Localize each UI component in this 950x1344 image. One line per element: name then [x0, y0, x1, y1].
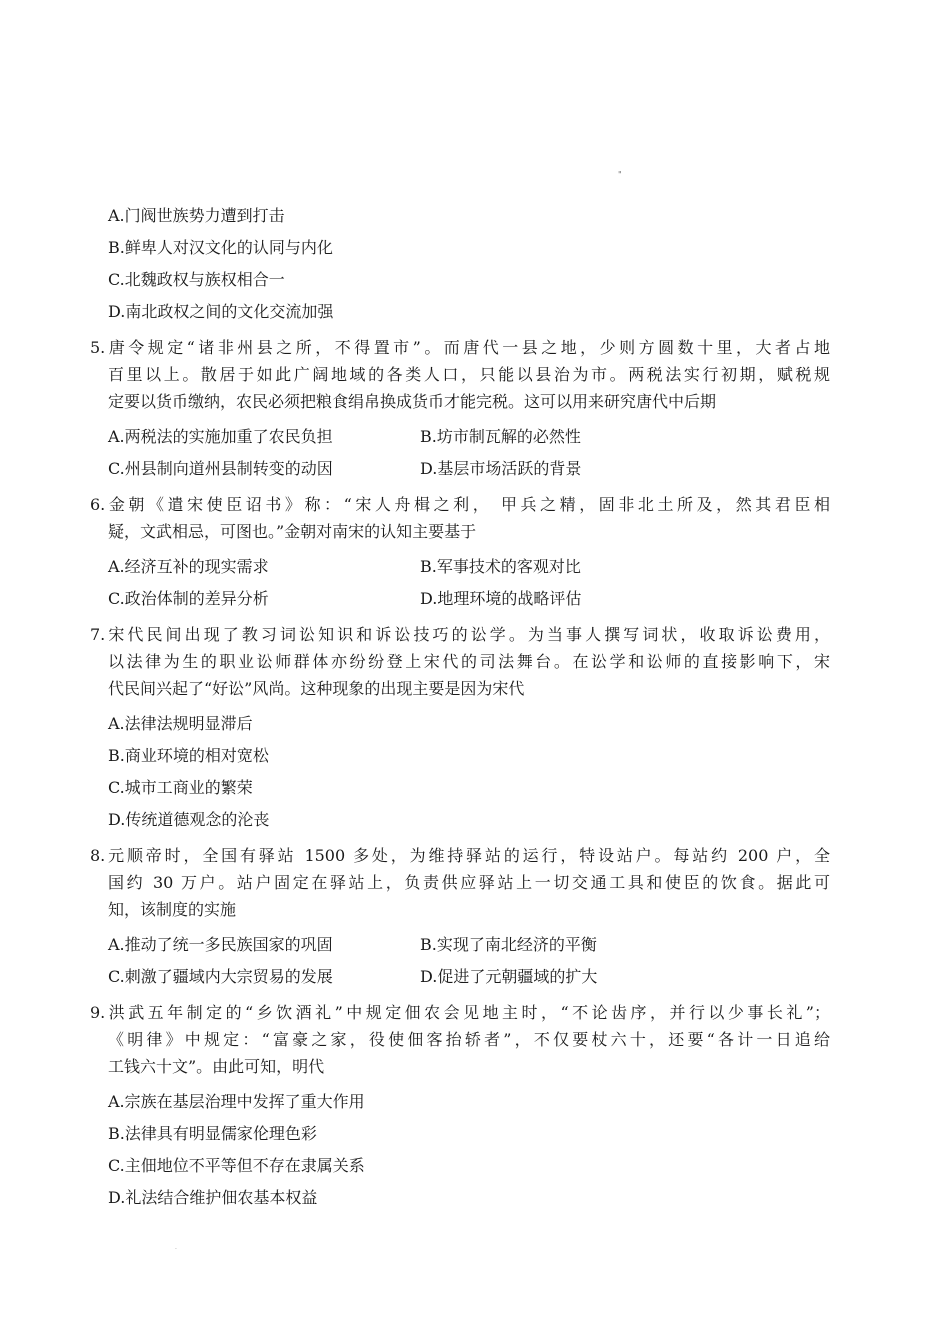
- question-9: [90, 999, 830, 1214]
- q4-option-d[interactable]: D.南北政权之间的文化交流加强: [108, 302, 334, 321]
- q9-stem-line-1: 9.洪武五年制定的“乡饮酒礼”中规定佃农会见地主时，“不论齿序，并行以少事长礼”；: [90, 1003, 830, 1022]
- question-4: [90, 200, 830, 328]
- question-5: [90, 334, 830, 485]
- q5-options-row-2: [90, 453, 830, 485]
- q6-stem-line-2: 疑，文武相忌，可图也。”金朝对南宋的认知主要基于: [108, 522, 477, 541]
- q8-option-d[interactable]: D.促进了元朝疆域的扩大: [420, 967, 598, 986]
- page-mark-top: ": [618, 170, 622, 179]
- q9-option-c[interactable]: C.主佃地位不平等但不存在隶属关系: [108, 1156, 365, 1175]
- q6-stem-line-1: 6.金朝《遣宋使臣诏书》称：“宋人舟楫之利， 甲兵之精，固非北土所及，然其君臣相: [90, 495, 830, 514]
- q8-options-row-1: [90, 929, 830, 961]
- q7-option-c[interactable]: C.城市工商业的繁荣: [108, 778, 253, 797]
- q7-stem-line-1: 7.宋代民间出现了教习词讼知识和诉讼技巧的讼学。为当事人撰写词状，收取诉讼费用，: [90, 625, 830, 644]
- q8-options-row-2: [90, 961, 830, 993]
- q8-option-a[interactable]: A.推动了统一多民族国家的巩固: [108, 935, 333, 954]
- page-mark-bottom: .: [175, 1244, 177, 1251]
- q6-stem: [90, 491, 830, 545]
- q5-option-c[interactable]: C.州县制向道州县制转变的动因: [108, 459, 333, 478]
- q4-option-a[interactable]: A.门阀世族势力遭到打击: [108, 206, 285, 225]
- q9-option-b[interactable]: B.法律具有明显儒家伦理色彩: [108, 1124, 317, 1143]
- q6-option-a[interactable]: A.经济互补的现实需求: [108, 557, 269, 576]
- q9-stem: [90, 999, 830, 1080]
- q8-stem: [90, 842, 830, 923]
- question-7: [90, 621, 830, 836]
- q7-option-b[interactable]: B.商业环境的相对宽松: [108, 746, 269, 765]
- question-6: [90, 491, 830, 615]
- q5-option-a[interactable]: A.两税法的实施加重了农民负担: [108, 427, 333, 446]
- question-8: [90, 842, 830, 993]
- q5-options-row-1: [90, 421, 830, 453]
- q6-option-c[interactable]: C.政治体制的差异分析: [108, 589, 269, 608]
- q7-stem: [90, 621, 830, 702]
- q5-stem-line-3: 定要以货币缴纳，农民必须把粮食绢帛换成货币才能完税。这可以用来研究唐代中后期: [108, 392, 717, 411]
- q5-stem: [90, 334, 830, 415]
- q5-option-b[interactable]: B.坊市制瓦解的必然性: [420, 427, 581, 446]
- q9-option-d[interactable]: D.礼法结合维护佃农基本权益: [108, 1188, 318, 1207]
- q8-stem-line-2: 国约 30 万户。站户固定在驿站上，负责供应驿站上一切交通工具和使臣的饮食。据此可: [108, 873, 830, 892]
- q6-options-row-1: [90, 551, 830, 583]
- q4-option-c[interactable]: C.北魏政权与族权相合一: [108, 270, 285, 289]
- q5-stem-line-2: 百里以上。散居于如此广阔地域的各类人口，只能以县治为市。两税法实行初期，赋税规: [108, 365, 830, 384]
- q8-stem-line-3: 知，该制度的实施: [108, 900, 237, 919]
- q8-option-c[interactable]: C.刺激了疆域内大宗贸易的发展: [108, 967, 333, 986]
- q7-stem-line-2: 以法律为生的职业讼师群体亦纷纷登上宋代的司法舞台。在讼学和讼师的直接影响下，宋: [108, 652, 830, 671]
- q8-stem-line-1: 8.元顺帝时，全国有驿站 1500 多处，为维持驿站的运行，特设站户。每站约 200 户，全: [90, 846, 830, 865]
- q5-stem-line-1: 5.唐令规定“诸非州县之所，不得置市”。而唐代一县之地，少则方圆数十里，大者占地: [90, 338, 830, 357]
- q9-stem-line-2: 《明律》中规定：“富豪之家，役使佃客抬轿者”，不仅要杖六十，还要“各计一日追给: [108, 1030, 830, 1049]
- q9-stem-line-3: 工钱六十文”。由此可知，明代: [108, 1057, 325, 1076]
- q9-option-a[interactable]: A.宗族在基层治理中发挥了重大作用: [108, 1092, 365, 1111]
- q7-option-d[interactable]: D.传统道德观念的沦丧: [108, 810, 270, 829]
- q8-option-b[interactable]: B.实现了南北经济的平衡: [420, 935, 597, 954]
- q7-option-a[interactable]: A.法律法规明显滞后: [108, 714, 253, 733]
- q5-option-d[interactable]: D.基层市场活跃的背景: [420, 459, 582, 478]
- q4-option-b[interactable]: B.鲜卑人对汉文化的认同与内化: [108, 238, 333, 257]
- question-list: [90, 200, 830, 1214]
- q6-option-d[interactable]: D.地理环境的战略评估: [420, 589, 582, 608]
- q6-options-row-2: [90, 583, 830, 615]
- q7-stem-line-3: 代民间兴起了“好讼”风尚。这种现象的出现主要是因为宋代: [108, 679, 525, 698]
- q6-option-b[interactable]: B.军事技术的客观对比: [420, 557, 581, 576]
